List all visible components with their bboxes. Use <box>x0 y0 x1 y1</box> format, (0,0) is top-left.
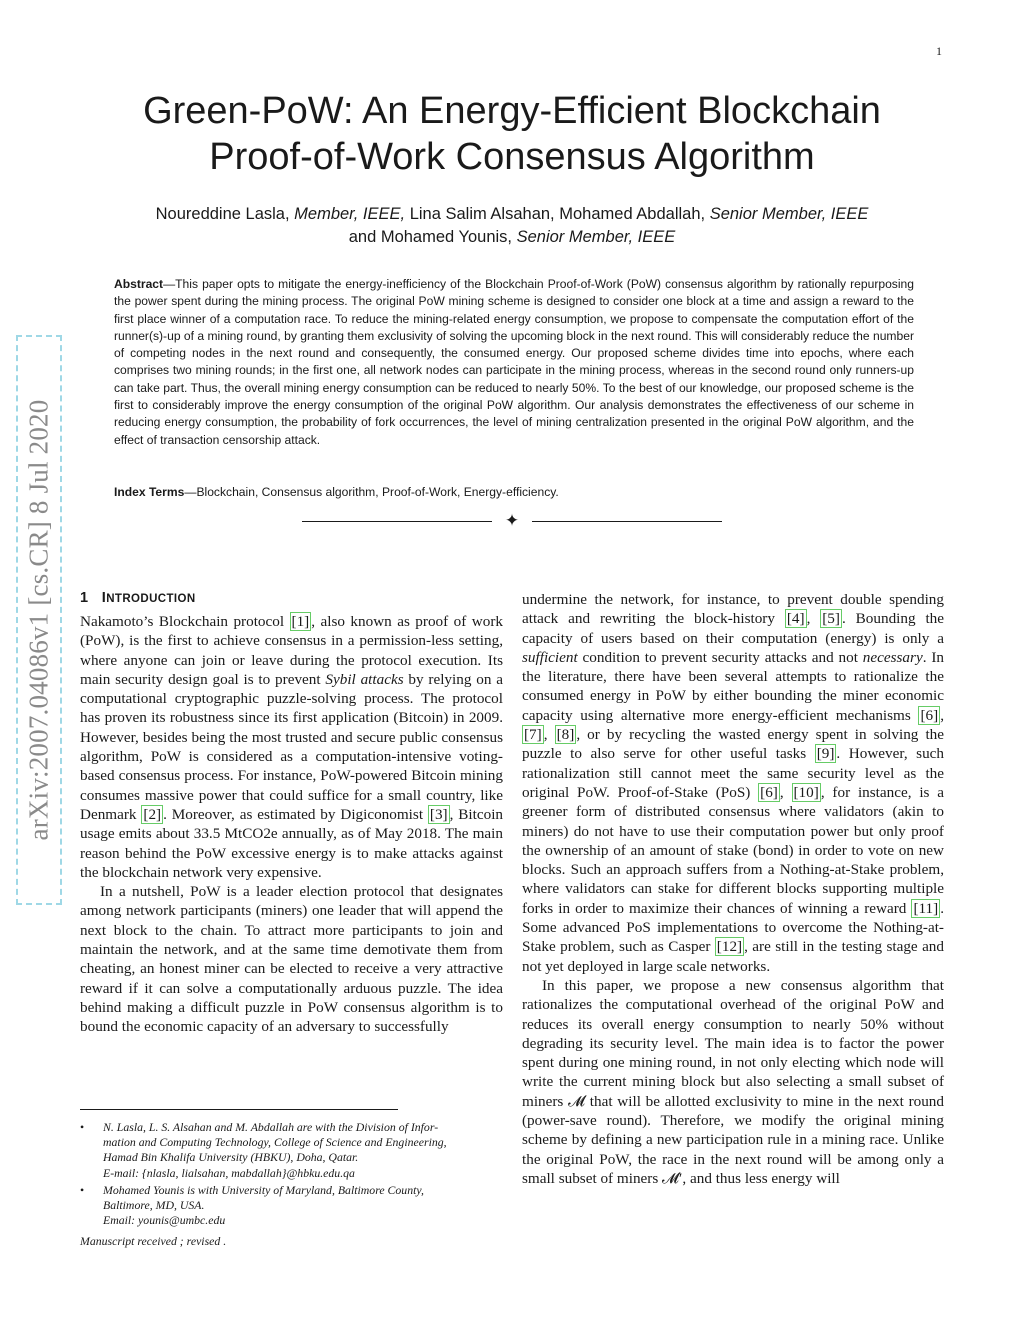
index-terms-text: —Blockchain, Consensus algorithm, Proof-of-Work, Energy-efficiency. <box>184 485 559 499</box>
section-heading <box>80 590 503 606</box>
text-run: . Moreover, as estimated by Digiconomist <box>163 805 428 823</box>
footnote-line: Mohamed Younis is with University of Maryland, Baltimore County, <box>103 1182 424 1197</box>
paragraph: In a nutshell, PoW is a leader election protocol that designates among network participants (miners) one leader that will append the next block to the chain. To attract more participants to join and maintain the network, and at the same time demotivate them from cheating, an honest miner can be elected to receive a very attractive reward if it can solve a computationally arduous puzzle. The idea behind making a difficult puzzle in PoW consensus algorithm is to bound the economic capacity of an adversary to successfully <box>80 883 503 1036</box>
abstract <box>114 276 914 449</box>
text-run: . Bounding the capacity of users based on their computation (energy) is only a <box>522 610 945 647</box>
paper-title <box>100 88 924 180</box>
math-symbol: 𝓜 <box>568 1092 586 1110</box>
author-name: and Mohamed Younis, <box>348 228 513 246</box>
citation-link[interactable]: [12] <box>716 938 743 956</box>
left-column <box>80 590 503 1037</box>
text-run: by relying on a computational cryptographic puzzle-solving process. The protocol has proven its robustness since its first application (Bitcoin) in 2009. However, besides being the most trusted and secure public consensus algorithm, PoW is considered as a computation-intensive voting-based consensus process. For instance, PoW-powered Bitcoin mining consumes massive power that could suffice for a small country, like Denmark <box>80 670 503 823</box>
title-line-2: Proof-of-Work Consensus Algorithm <box>209 136 815 178</box>
separator-rule-right <box>532 521 722 522</box>
separator-star-icon: ✦ <box>504 511 520 530</box>
text-run: , <box>940 706 944 724</box>
author-role: Senior Member, IEEE <box>516 228 676 246</box>
author-role: Senior Member, IEEE <box>709 205 869 223</box>
citation-link[interactable]: [8] <box>556 726 575 744</box>
math-symbol: 𝓜′ <box>662 1169 683 1187</box>
footnote-line: N. Lasla, L. S. Alsahan and M. Abdallah are with the Division of Infor- <box>103 1120 439 1134</box>
citation-link[interactable]: [4] <box>786 610 805 628</box>
footnote-rule <box>80 1109 398 1110</box>
text-run: condition to prevent security attacks and not <box>577 648 863 666</box>
emphasis: necessary <box>862 648 923 666</box>
section-separator <box>302 512 722 532</box>
abstract-text: —This paper opts to mitigate the energy-inefficiency of the Blockchain Proof-of-Work (PoW) consensus algorithm by rationally repurposing the power spent during the mining process. The original PoW mining scheme is designed to consider one block at a time and assign a reward to the first place winner of a computation race. To reduce the mining-related energy consumption, we propose to compensate the computation effort of the runner(s)-up of a mining round, by granting them exclusivity of solving the upcoming block in the next round. This will considerably reduce the number of competing nodes in the next round and consequently, the consumed energy. Our proposed scheme divides time into epochs, where each comprises two mining rounds; in the first one, all network nodes can participate in the mining process, whereas in the second round only runners-up can take part. Thus, the overall mining energy consumption can be reduced to nearly 50%. To the best of our knowledge, our proposed scheme is the first to considerably improve the energy consumption of the original PoW algorithm. Our analysis demonstrates the effectiveness of our scheme in reducing energy consumption, the probability of fork occurrences, the level of mining centralization presented in the original PoW algorithm, and the effect of transaction censorship attack. <box>114 277 914 447</box>
text-run: In this paper, we propose a new consensus algorithm that rationalizes the computational overhead of the original PoW and reduces its overall energy consumption to nearly 50% without degrading its security level. The main idea is to factor the power spent during one mining round, in not only electing which node will write the current mining block but also selecting a small subset of miners <box>522 976 944 1110</box>
citation-link[interactable]: [11] <box>913 899 939 917</box>
text-run: , and thus less energy will <box>682 1169 840 1187</box>
text-run: , for instance, is a greener form of distributed consensus where validators (akin to miners) do not have to use their computation power but only proof the ownership of an amount of stake (bond) in order to vote on new blocks. Such an approach suffers from a Nothing-at-Stake problem, where validators can stake for different blocks supporting multiple forks in order to maximize their chances of winning a reward <box>522 783 945 917</box>
footnote-item <box>80 1183 503 1229</box>
citation-link[interactable]: [3] <box>429 805 448 823</box>
text-run: , Bitcoin usage emits about 33.5 MtCO2e annually, as of May 2018. The main reason behind the PoW excessive energy is to make attacks against the blockchain network very expensive. <box>80 805 504 881</box>
arxiv-stamp <box>16 335 62 905</box>
citation-link[interactable]: [5] <box>822 610 840 628</box>
footnote-email: Email: younis@umbc.edu <box>103 1213 226 1228</box>
paragraph <box>80 612 503 882</box>
separator-rule-left <box>302 521 492 522</box>
citation-link[interactable]: [1] <box>291 613 310 630</box>
abstract-label: Abstract <box>114 277 164 291</box>
section-title-initial: I <box>101 590 107 606</box>
title-line-1: Green-PoW: An Energy-Efficient Blockchain <box>143 90 881 132</box>
text-run: , also known as proof of work (PoW), is the first to achieve consensus in a permission-less setting, where anyone can join or leave during the protocol execution. Its main security design goal is to prevent <box>80 613 503 688</box>
citation-link[interactable]: [6] <box>760 783 778 801</box>
author-line-2 <box>90 226 934 249</box>
citation-link[interactable]: [6] <box>920 706 939 724</box>
author-list <box>90 203 934 249</box>
manuscript-info: Manuscript received ; revised . <box>80 1234 227 1248</box>
text-run: , <box>543 726 555 744</box>
section-title-rest: NTRODUCTION <box>106 593 196 605</box>
text-run: undermine the network, for instance, to prevent double spending attack and rewriting the block-history <box>522 591 944 628</box>
index-terms-label: Index Terms <box>114 485 185 499</box>
index-terms <box>114 485 914 499</box>
emphasis: sufficient <box>522 648 578 666</box>
page-number: 1 <box>936 44 942 58</box>
footnotes <box>80 1120 503 1230</box>
author-name: Lina Salim Alsahan, <box>409 205 555 223</box>
text-run: . Some advanced PoS implementations to overcome the Nothing-at-Stake problem, such as Casper <box>522 899 944 956</box>
emphasis: Sybil attacks <box>325 670 404 688</box>
citation-link[interactable]: [2] <box>143 805 162 823</box>
footnote-line: Baltimore, MD, USA. <box>103 1198 205 1213</box>
author-name: Mohamed Abdallah, <box>559 205 706 223</box>
text-run: , or by recycling the wasted energy spent in solving the puzzle to also serve for other useful tasks <box>522 726 945 763</box>
text-run: . However, such rationalization still cannot meet the same security level as the original PoW. Proof-of-Stake (PoS) <box>522 745 944 801</box>
arxiv-identifier: arXiv:2007.04086v1 [cs.CR] 8 Jul 2020 <box>23 399 54 841</box>
text-run: , <box>806 610 821 628</box>
text-run: , <box>779 783 792 801</box>
footnote-line: mation and Computing Technology, College of Science and Engineering, <box>103 1135 447 1150</box>
footnote-line: Hamad Bin Khalifa University (HBKU), Doha, Qatar. <box>103 1150 359 1165</box>
right-column <box>522 590 944 1188</box>
section-number: 1 <box>80 590 89 606</box>
citation-link[interactable]: [10] <box>793 783 819 801</box>
author-role: Member, IEEE, <box>294 205 406 223</box>
bullet-icon: • <box>80 1182 85 1197</box>
author-name: Noureddine Lasla, <box>155 205 290 223</box>
paragraph <box>522 976 944 1188</box>
footnote-item <box>80 1120 503 1181</box>
paragraph <box>522 590 944 976</box>
citation-link[interactable]: [7] <box>524 726 542 744</box>
citation-link[interactable]: [9] <box>816 745 835 763</box>
footnote-email: E-mail: {nlasla, lialsahan, mabdallah}@hbku.edu.qa <box>103 1165 355 1180</box>
text-run: , are still in the testing stage and not yet deployed in large scale networks. <box>522 938 944 975</box>
text-run: that will be allotted exclusivity to mine in the next round (power-save round). Therefore, we modify the original mining scheme by defining a new participation rule in a mining race. Unlike the original PoW, the race in the next round will be among only a small subset of miners <box>522 1092 944 1187</box>
bullet-icon: • <box>80 1120 85 1134</box>
text-run: . In the literature, there have been several attempts to rationalize the consumed energy in PoW by either bounding the miner economic capacity using alternative more energy-efficient mechanisms <box>522 648 944 724</box>
text-run: Nakamoto’s Blockchain protocol <box>80 613 290 630</box>
author-line-1 <box>90 203 934 226</box>
